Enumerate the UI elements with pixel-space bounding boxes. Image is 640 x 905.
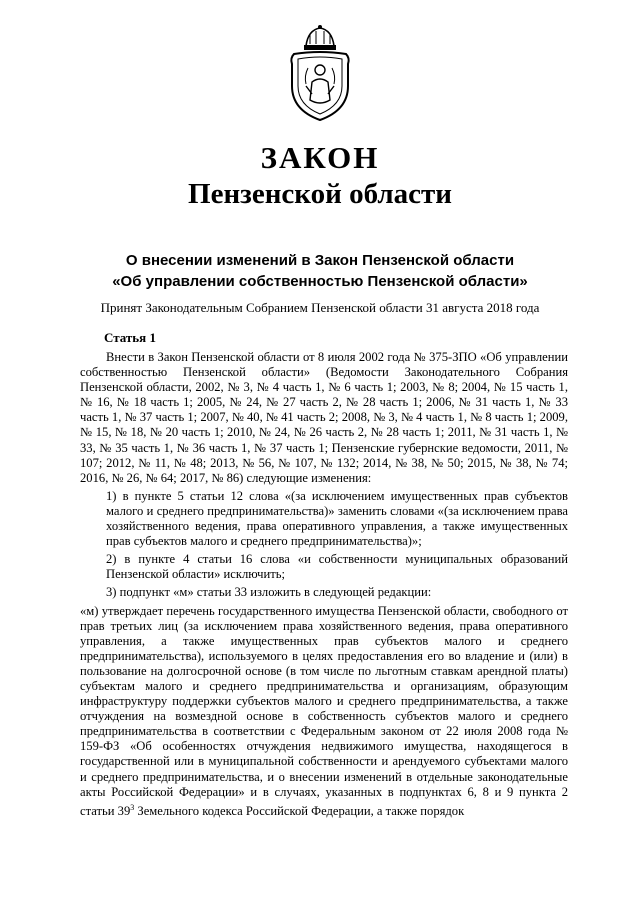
article-heading: Статья 1 [104,330,156,345]
amendment-item-3: 3) подпункт «м» статьи 33 изложить в следующей редакции: [106,585,432,600]
document-title: ЗАКОН [260,140,380,175]
superscript-index: 3 [130,802,135,812]
law-subject-line-2: «Об управлении собственностью Пензенской области» [112,273,528,290]
amendment-item-2: 2) в пункте 4 статьи 16 слова «и собственности муниципальных образований Пензенской области» исключить; [106,552,568,582]
amendment-item-1: 1) в пункте 5 статьи 12 слова «(за исключением имущественных прав субъектов малого и среднего предпринимательства)» заменить словами «(за исключением права хозяйственного ведения, права оперативного управления, а также имущественных прав субъектов малого и среднего предпринимательства)»; [106,488,568,549]
law-subject [0,250,640,292]
article-body [80,350,568,819]
article-intro: Внести в Закон Пензенской области от 8 июля 2002 года № 375-ЗПО «Об управлении собственностью Пензенской области» (Ведомости Законодательного Собрания Пензенской области, 2002, № 3, № 4 часть 1, № 6 часть 1; 2003, № 8; 2004, № 15 часть 1, № 16, № 18 часть 1; 2005, № 24, № 27 часть 2, № 28 часть 1; 2006, № 31 часть 1, № 33 часть 1, № 37 часть 1; 2007, № 40, № 41 часть 2; 2008, № 3, № 4 часть 1, № 8 часть 1; 2009, № 15, № 18, № 20 часть 1; 2010, № 24, № 26 часть 2, № 28 часть 1; 2011, № 31 часть 1, № 33, № 35 часть 1, № 36 часть 1, № 37 часть 1; Пензенские губернские ведомости, 2011, № 107; 2012, № 11, № 48; 2013, № 56, № 107, № 132; 2014, № 38, № 50; 2015, № 38, № 74; 2016, № 26, № 64; 2017, № 86) следующие изменения: [80,350,568,485]
document-region: Пензенской области [188,178,452,210]
coat-of-arms-emblem [286,24,354,124]
new-text-part-1: «м) утверждает перечень государственного имущества Пензенской области, свободного от прав третьих лиц (за исключением права хозяйственного ведения, права оперативного управления, а также имущественных прав субъектов малого и среднего предпринимательства), используемого в целях предоставления его во владение и (или) в пользование на долгосрочной основе (в том числе по льготным ставкам арендной платы) субъектам малого и среднего предпринимательства и организациям, образующим инфраструктуру поддержки субъектов малого и среднего предпринимательства, а также отчуждения на возмездной основе в собственность субъектов малого и среднего предпринимательства в соответствии с Федеральным законом от 22 июля 2008 года № 159-ФЗ «Об особенностях отчуждения недвижимого имущества, находящегося в государственной или в муниципальной собственности и арендуемого субъектами малого и среднего предпринимательства, и о внесении изменений в отдельные законодательные акты Российской Федерации» и в случаях, указанных в подпунктах 6, 8 и 9 пункта 2 статьи 39 [80,603,568,818]
amendment-new-text [80,604,568,820]
adoption-note: Принят Законодательным Собранием Пензенской области 31 августа 2018 года [100,300,540,315]
new-text-part-2: Земельного кодекса Российской Федерации, а также порядок [134,803,465,818]
law-subject-line-1: О внесении изменений в Закон Пензенской области [125,252,515,269]
